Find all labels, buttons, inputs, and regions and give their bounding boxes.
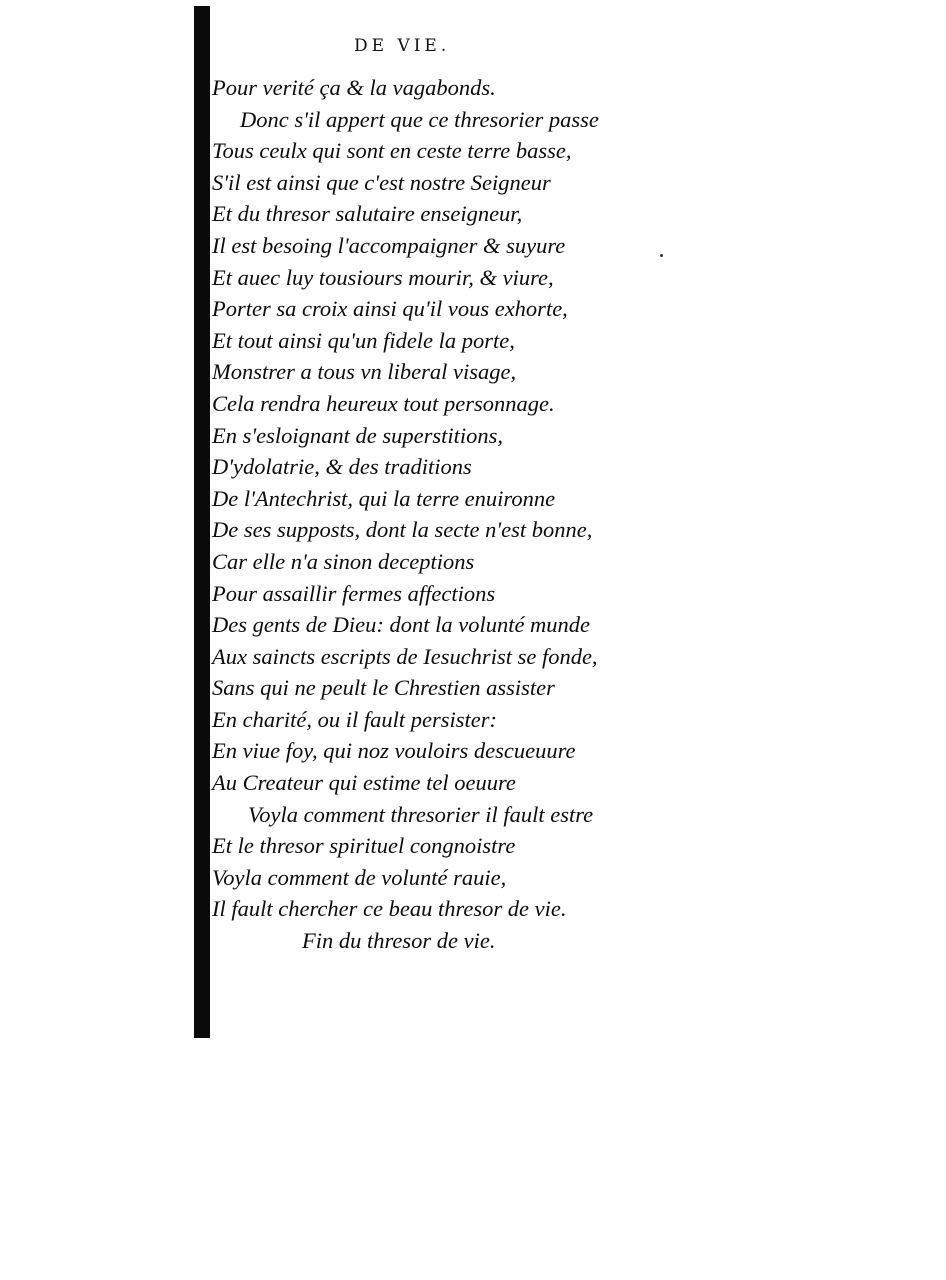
verse-line: Et tout ainsi qu'un fidele la porte, (212, 327, 515, 353)
verse-line: Et auec luy tousiours mourir, & viure, (212, 264, 554, 290)
verse-line: Il est besoing l'accompaigner & suyure (212, 232, 566, 258)
verse-line: Et le thresor spirituel congnoistre (212, 833, 516, 859)
verse-line: Et du thresor salutaire enseigneur, (212, 201, 523, 227)
verse-line: De l'Antechrist, qui la terre enuironne (212, 485, 556, 511)
verse-line: Cela rendra heureux tout personnage. (212, 390, 555, 416)
verse-line: En viue foy, qui noz vouloirs descueuure (212, 738, 576, 764)
verse-line: Tous ceulx qui sont en ceste terre basse, (212, 138, 572, 164)
ink-speck (660, 254, 663, 257)
verse-line: Des gents de Dieu: dont la volunté munde (212, 612, 591, 638)
verse-line: De ses supposts, dont la secte n'est bonne, (212, 517, 593, 543)
verse-text (212, 72, 599, 957)
verse-line: En charité, ou il fault persister: (212, 706, 497, 732)
verse-line: Pour assaillir fermes affections (212, 580, 496, 606)
verse-line: Il fault chercher ce beau thresor de vie. (212, 896, 567, 922)
verse-line: Monstrer a tous vn liberal visage, (212, 359, 517, 385)
verse-line: D'ydolatrie, & des traditions (212, 454, 472, 480)
verse-line: Sans qui ne peult le Chrestien assister (212, 675, 555, 701)
verse-line: Au Createur qui estime tel oeuure (212, 770, 516, 796)
binding-edge-shadow (194, 6, 210, 1038)
running-head: DE VIE. (354, 36, 451, 56)
finis-line: Fin du thresor de vie. (302, 928, 496, 954)
verse-line: S'il est ainsi que c'est nostre Seigneur (212, 169, 551, 195)
verse-line: Voyla comment de volunté rauie, (212, 864, 507, 890)
verse-line: Car elle n'a sinon deceptions (212, 548, 475, 574)
verse-line: En s'esloignant de superstitions, (212, 422, 504, 448)
verse-line: Pour verité ça & la vagabonds. (212, 75, 496, 100)
verse-line: Porter sa croix ainsi qu'il vous exhorte, (212, 296, 568, 322)
verse-line: Donc s'il appert que ce thresorier passe (240, 106, 599, 132)
verse-line: Voyla comment thresorier il fault estre (248, 801, 594, 827)
verse-line: Aux saincts escripts de Iesuchrist se fonde, (212, 643, 598, 669)
